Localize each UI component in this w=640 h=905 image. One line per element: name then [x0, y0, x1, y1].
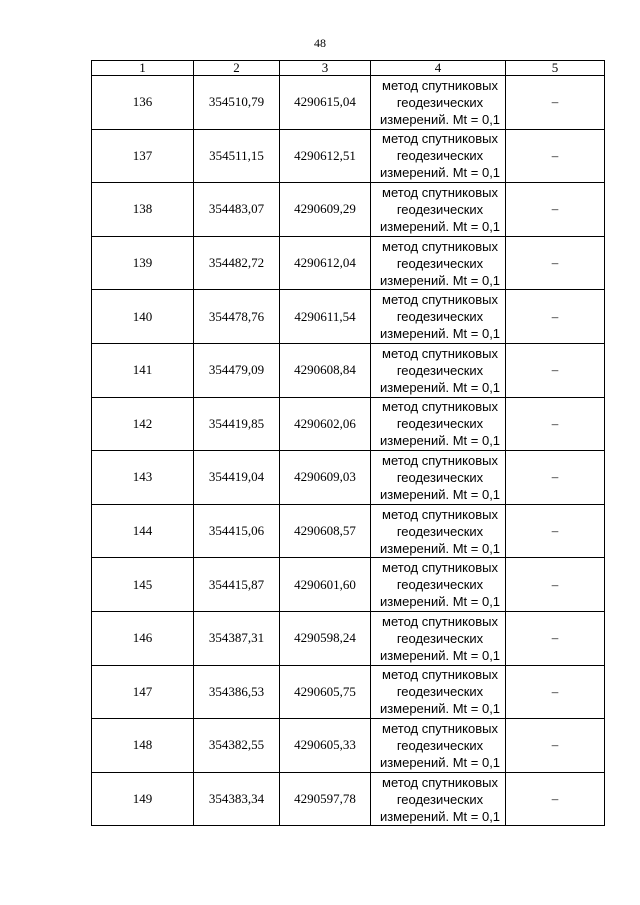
point-number-cell: 139	[92, 236, 194, 290]
method-cell	[371, 665, 506, 719]
method-cell	[371, 772, 506, 826]
method-line: измерений. Mt = 0,1	[379, 754, 501, 770]
method-line: метод спутниковых	[382, 345, 498, 361]
method-line: метод спутниковых	[382, 667, 498, 683]
column-5-cell: –	[506, 76, 605, 130]
column-5-cell: –	[506, 397, 605, 451]
method-line: геодезических	[396, 737, 484, 753]
method-line: геодезических	[396, 201, 484, 217]
x-coordinate-cell: 354382,55	[194, 719, 280, 773]
x-coordinate-cell: 354483,07	[194, 183, 280, 237]
method-line: метод спутниковых	[382, 292, 498, 308]
column-5-cell: –	[506, 183, 605, 237]
method-line: геодезических	[396, 362, 484, 378]
column-5-cell: –	[506, 611, 605, 665]
method-line: метод спутниковых	[382, 399, 498, 415]
y-coordinate-cell: 4290609,29	[280, 183, 371, 237]
column-5-cell: –	[506, 129, 605, 183]
table-row	[92, 129, 605, 183]
method-cell	[371, 451, 506, 505]
x-coordinate-cell: 354419,85	[194, 397, 280, 451]
y-coordinate-cell: 4290612,51	[280, 129, 371, 183]
method-cell	[371, 558, 506, 612]
table-row	[92, 504, 605, 558]
method-line: геодезических	[396, 309, 484, 325]
column-5-cell: –	[506, 236, 605, 290]
table-row	[92, 719, 605, 773]
method-cell	[371, 343, 506, 397]
method-line: измерений. Mt = 0,1	[379, 218, 501, 234]
x-coordinate-cell: 354419,04	[194, 451, 280, 505]
column-header-1: 1	[92, 61, 194, 76]
x-coordinate-cell: 354510,79	[194, 76, 280, 130]
x-coordinate-cell: 354387,31	[194, 611, 280, 665]
x-coordinate-cell: 354482,72	[194, 236, 280, 290]
column-header-4: 4	[371, 61, 506, 76]
column-5-cell: –	[506, 343, 605, 397]
method-line: геодезических	[396, 255, 484, 271]
y-coordinate-cell: 4290602,06	[280, 397, 371, 451]
method-line: метод спутниковых	[382, 131, 498, 147]
method-line: геодезических	[396, 148, 484, 164]
method-line: метод спутниковых	[382, 613, 498, 629]
method-line: измерений. Mt = 0,1	[379, 701, 501, 717]
table-row	[92, 611, 605, 665]
method-line: геодезических	[396, 416, 484, 432]
y-coordinate-cell: 4290615,04	[280, 76, 371, 130]
coordinates-table	[91, 60, 605, 826]
column-5-cell: –	[506, 504, 605, 558]
y-coordinate-cell: 4290611,54	[280, 290, 371, 344]
column-5-cell: –	[506, 451, 605, 505]
point-number-cell: 137	[92, 129, 194, 183]
point-number-cell: 136	[92, 76, 194, 130]
column-5-cell: –	[506, 665, 605, 719]
method-line: измерений. Mt = 0,1	[379, 272, 501, 288]
table-row	[92, 76, 605, 130]
y-coordinate-cell: 4290601,60	[280, 558, 371, 612]
table-body	[92, 76, 605, 826]
method-cell	[371, 76, 506, 130]
table-row	[92, 772, 605, 826]
table-row	[92, 558, 605, 612]
method-line: измерений. Mt = 0,1	[379, 111, 501, 127]
method-line: геодезических	[396, 791, 484, 807]
column-header-5: 5	[506, 61, 605, 76]
table-row	[92, 290, 605, 344]
method-cell	[371, 611, 506, 665]
table-row	[92, 451, 605, 505]
y-coordinate-cell: 4290612,04	[280, 236, 371, 290]
point-number-cell: 140	[92, 290, 194, 344]
method-line: измерений. Mt = 0,1	[379, 433, 501, 449]
method-line: измерений. Mt = 0,1	[379, 540, 501, 556]
x-coordinate-cell: 354479,09	[194, 343, 280, 397]
y-coordinate-cell: 4290605,75	[280, 665, 371, 719]
point-number-cell: 141	[92, 343, 194, 397]
method-line: геодезических	[396, 94, 484, 110]
point-number-cell: 147	[92, 665, 194, 719]
y-coordinate-cell: 4290597,78	[280, 772, 371, 826]
table-row	[92, 236, 605, 290]
point-number-cell: 142	[92, 397, 194, 451]
x-coordinate-cell: 354383,34	[194, 772, 280, 826]
column-5-cell: –	[506, 719, 605, 773]
table-row	[92, 343, 605, 397]
point-number-cell: 145	[92, 558, 194, 612]
method-cell	[371, 504, 506, 558]
method-cell	[371, 129, 506, 183]
method-line: метод спутниковых	[382, 560, 498, 576]
point-number-cell: 146	[92, 611, 194, 665]
method-line: измерений. Mt = 0,1	[379, 647, 501, 663]
method-line: геодезических	[396, 469, 484, 485]
method-line: измерений. Mt = 0,1	[379, 379, 501, 395]
method-line: геодезических	[396, 523, 484, 539]
point-number-cell: 138	[92, 183, 194, 237]
point-number-cell: 148	[92, 719, 194, 773]
x-coordinate-cell: 354386,53	[194, 665, 280, 719]
method-line: геодезических	[396, 684, 484, 700]
y-coordinate-cell: 4290609,03	[280, 451, 371, 505]
method-line: измерений. Mt = 0,1	[379, 326, 501, 342]
method-line: метод спутниковых	[382, 506, 498, 522]
method-line: измерений. Mt = 0,1	[379, 594, 501, 610]
column-header-3: 3	[280, 61, 371, 76]
method-line: геодезических	[396, 577, 484, 593]
y-coordinate-cell: 4290605,33	[280, 719, 371, 773]
method-cell	[371, 183, 506, 237]
method-line: измерений. Mt = 0,1	[379, 808, 501, 824]
method-line: метод спутниковых	[382, 720, 498, 736]
method-line: метод спутниковых	[382, 77, 498, 93]
table-row	[92, 665, 605, 719]
method-cell	[371, 290, 506, 344]
method-cell	[371, 397, 506, 451]
x-coordinate-cell: 354415,06	[194, 504, 280, 558]
point-number-cell: 144	[92, 504, 194, 558]
y-coordinate-cell: 4290608,57	[280, 504, 371, 558]
method-line: метод спутниковых	[382, 452, 498, 468]
method-line: метод спутниковых	[382, 238, 498, 254]
header-row	[92, 61, 605, 76]
x-coordinate-cell: 354478,76	[194, 290, 280, 344]
method-cell	[371, 719, 506, 773]
column-5-cell: –	[506, 558, 605, 612]
y-coordinate-cell: 4290598,24	[280, 611, 371, 665]
column-5-cell: –	[506, 290, 605, 344]
method-line: измерений. Mt = 0,1	[379, 486, 501, 502]
column-header-2: 2	[194, 61, 280, 76]
point-number-cell: 149	[92, 772, 194, 826]
method-line: метод спутниковых	[382, 774, 498, 790]
point-number-cell: 143	[92, 451, 194, 505]
table-row	[92, 183, 605, 237]
method-line: геодезических	[396, 630, 484, 646]
table-row	[92, 397, 605, 451]
x-coordinate-cell: 354511,15	[194, 129, 280, 183]
method-line: метод спутниковых	[382, 184, 498, 200]
method-line: измерений. Mt = 0,1	[379, 165, 501, 181]
x-coordinate-cell: 354415,87	[194, 558, 280, 612]
y-coordinate-cell: 4290608,84	[280, 343, 371, 397]
page-number: 48	[314, 36, 326, 50]
column-5-cell: –	[506, 772, 605, 826]
method-cell	[371, 236, 506, 290]
